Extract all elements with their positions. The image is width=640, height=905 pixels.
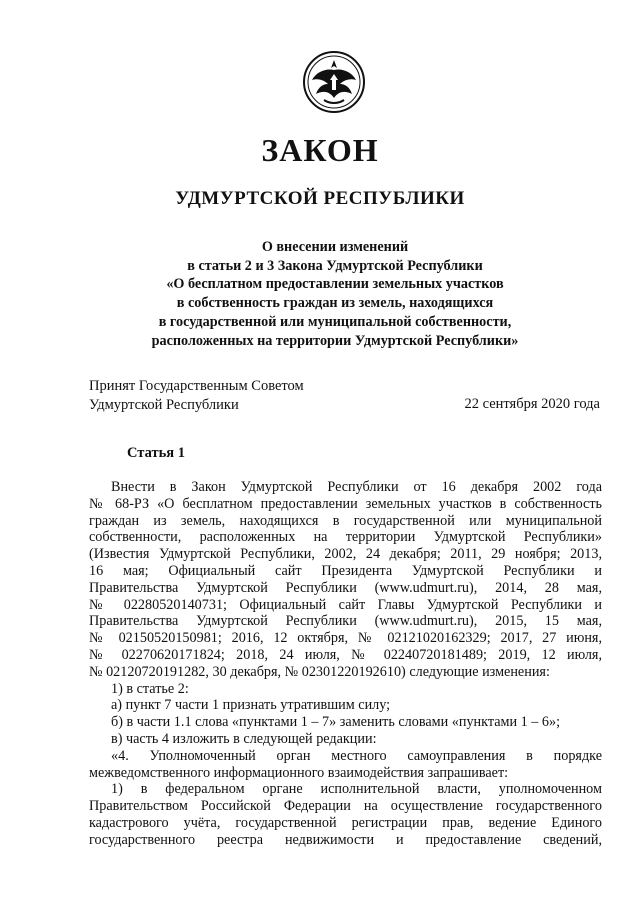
subject-line: в государственной или муниципальной собственности,: [158, 313, 512, 330]
subject-line: в собственность граждан из земель, находящихся: [176, 295, 494, 312]
body-line: № 02120720191282, 30 декабря, № 02301220192610) следующие изменения:: [89, 663, 550, 680]
body-line: Правительства Удмуртской Республики (www.udmurt.ru), 2015, 15 мая,: [89, 613, 602, 630]
adoption-line: Удмуртской Республики: [89, 397, 239, 413]
body-line: «4. Уполномоченный орган местного самоуправления в порядке: [111, 747, 602, 764]
law-subtitle: УДМУРТСКОЙ РЕСПУБЛИКИ: [175, 188, 465, 209]
udmurtia-emblem-icon: [302, 50, 366, 114]
article-heading: Статья 1: [127, 445, 185, 461]
subject-line: «О бесплатном предоставлении земельных участков: [166, 276, 504, 293]
body-line: 1) в федеральном органе исполнительной власти, уполномоченном: [111, 781, 602, 798]
adoption-body: [89, 377, 304, 415]
body-line: собственности, расположенных на территории Удмуртской Республики»: [89, 529, 602, 546]
body-line: Правительства Удмуртской Республики (www.udmurt.ru), 2014, 28 мая,: [89, 579, 602, 596]
adoption-date: 22 сентября 2020 года: [464, 396, 600, 412]
body-line: б) в части 1.1 слова «пунктами 1 – 7» заменить словами «пунктами 1 – 6»;: [111, 714, 561, 731]
subject-line: О внесении изменений: [261, 239, 409, 255]
body-line: межведомственного информационного взаимодействия запрашивает:: [89, 764, 509, 781]
adoption-line: Принят Государственным Советом: [89, 378, 304, 394]
subject-line: расположенных на территории Удмуртской Республики»: [151, 332, 519, 349]
body-line: а) пункт 7 части 1 признать утратившим силу;: [111, 697, 391, 714]
body-line: государственного реестра недвижимости и предоставление сведений,: [89, 831, 602, 848]
body-line: граждан из земель, находящихся в государственной или муниципальной: [89, 512, 602, 529]
law-title: ЗАКОН: [261, 132, 379, 168]
body-line: № 02280520140731; Официальный сайт Главы Удмуртской Республики и: [89, 596, 602, 613]
law-subject: [100, 238, 570, 350]
body-line: Правительством Российской Федерации на осуществление государственного: [89, 798, 602, 815]
article-body: [89, 479, 602, 849]
body-line: 16 мая; Официальный сайт Президента Удмуртской Республики и: [89, 562, 602, 579]
body-line: (Известия Удмуртской Республики, 2002, 24 декабря; 2011, 29 ноября; 2013,: [89, 546, 602, 563]
body-line: 1) в статье 2:: [111, 680, 189, 697]
body-line: № 02270620171824; 2018, 24 июля, № 02240720181489; 2019, 12 июля,: [89, 646, 602, 663]
body-line: в) часть 4 изложить в следующей редакции:: [111, 730, 377, 747]
body-line: Внести в Закон Удмуртской Республики от 16 декабря 2002 года: [111, 479, 602, 495]
subject-line: в статьи 2 и 3 Закона Удмуртской Республики: [187, 257, 483, 274]
body-line: кадастрового учёта, государственной регистрации прав, ведение Единого: [89, 814, 602, 831]
body-line: № 02150520150981; 2016, 12 октября, № 02121020162329; 2017, 27 июня,: [89, 630, 602, 647]
body-line: № 68-РЗ «О бесплатном предоставлении земельных участков в собственность: [89, 495, 602, 512]
